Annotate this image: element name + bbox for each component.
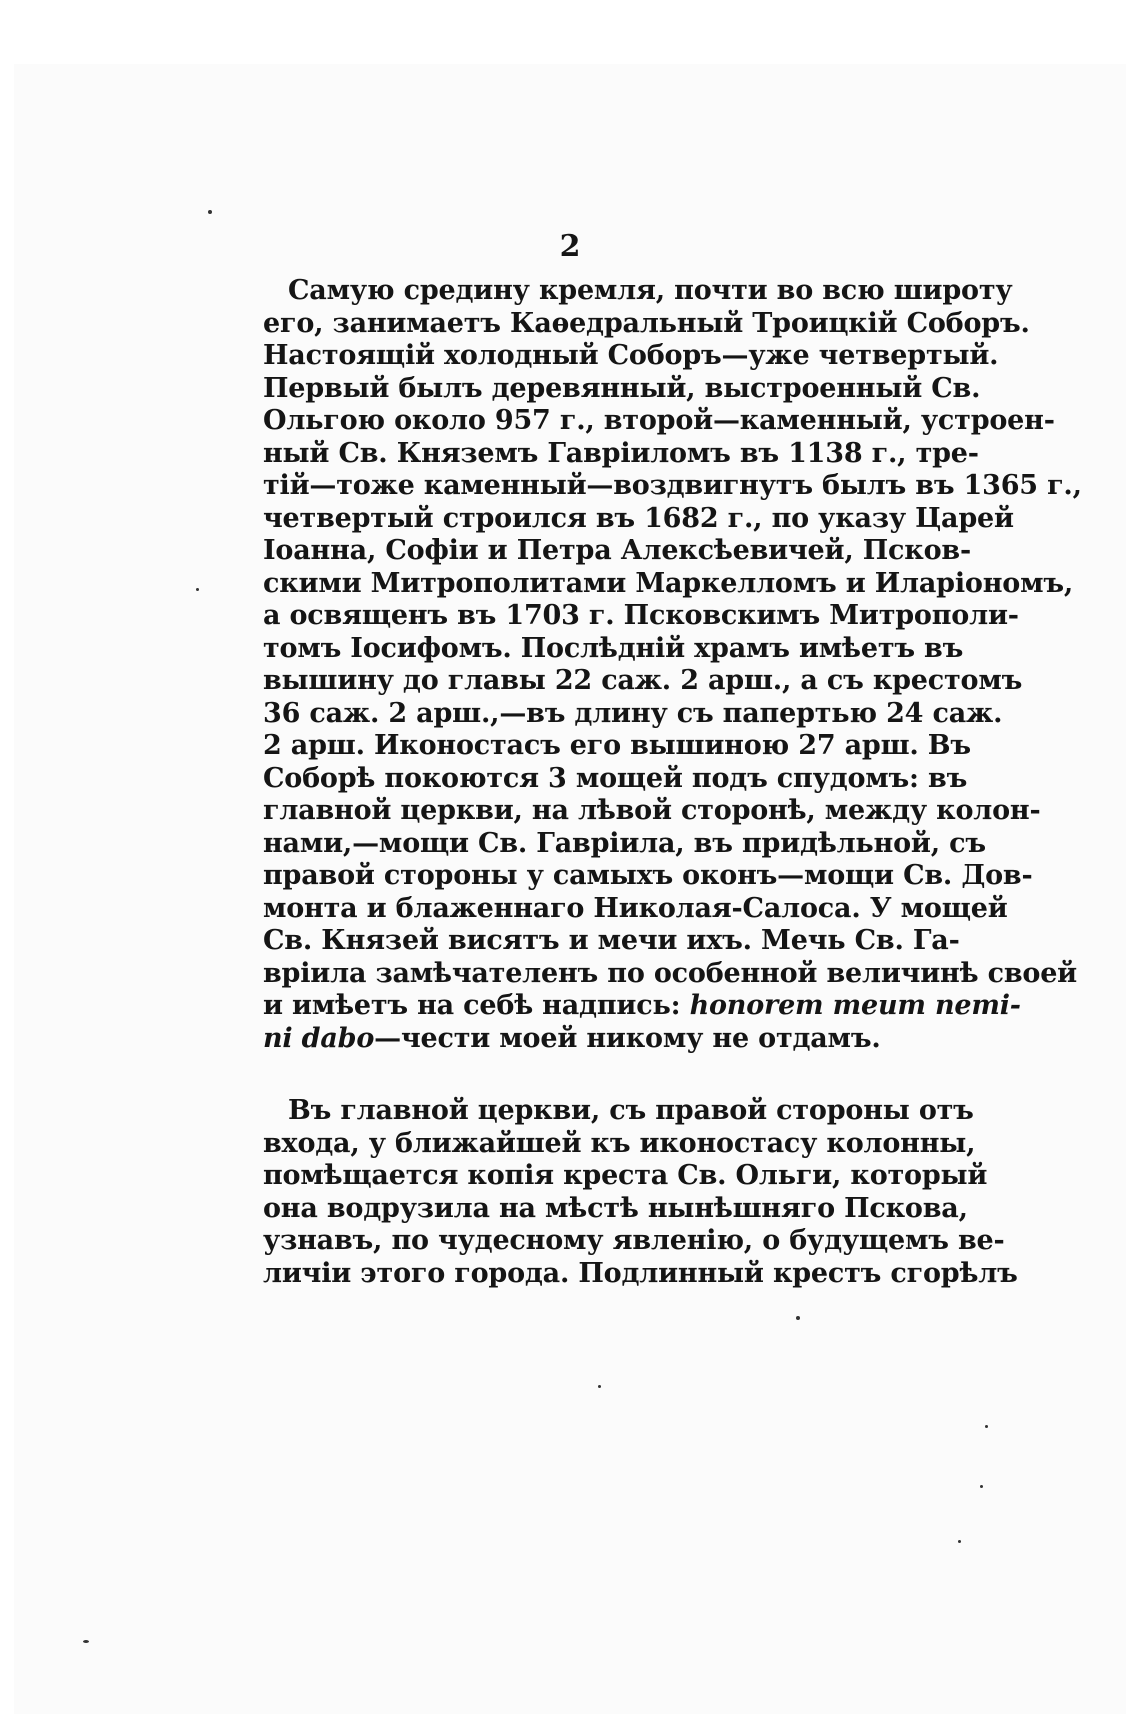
paragraph-1 xyxy=(263,275,1082,1055)
text-line: она водрузила на мѣстѣ нынѣшняго Пскова, xyxy=(263,1192,968,1224)
text-line: томъ Іосифомъ. Послѣдній храмъ имѣетъ въ xyxy=(263,632,964,664)
text-line: вышину до главы 22 саж. 2 арш., а съ крестомъ xyxy=(263,665,1023,696)
scan-speck xyxy=(958,1540,961,1543)
text-line: Ольгою около 957 г., второй—каменный, устроен- xyxy=(263,405,1055,436)
text-line: Іоанна, Софіи и Петра Алексѣевичей, Псков- xyxy=(263,535,971,566)
text-line: узнавъ, по чудесному явленію, о будущемъ ве- xyxy=(263,1225,1005,1256)
text-line: нами,—мощи Св. Гавріила, въ придѣльной, съ xyxy=(263,827,986,859)
text-line: 36 саж. 2 арш.,—въ длину съ папертью 24 саж. xyxy=(263,697,1003,729)
text-line: Первый былъ деревянный, выстроенный Св. xyxy=(263,372,981,404)
text-line: помѣщается копія креста Св. Ольги, который xyxy=(263,1160,988,1191)
text-line: ный Св. Княземъ Гавріиломъ въ 1138 г., тре- xyxy=(263,437,979,469)
text-line: личіи этого города. Подлинный крестъ сгорѣлъ xyxy=(263,1257,1018,1289)
text-segment: и имѣетъ на себѣ надпись: xyxy=(263,990,681,1021)
scan-speck xyxy=(980,1485,983,1488)
text-line: 2 арш. Иконостасъ его вышиною 27 арш. Въ xyxy=(263,730,971,761)
text-line: главной церкви, на лѣвой сторонѣ, между колон- xyxy=(263,795,1041,826)
text-line: монта и блаженнаго Николая-Салоса. У мощей xyxy=(263,892,1008,924)
text-line-mixed xyxy=(263,990,1021,1023)
text-line: четвертый строился въ 1682 г., по указу Царей xyxy=(263,502,1014,534)
text-line: тій—тоже каменный—воздвигнутъ былъ въ 1365 г., xyxy=(263,470,1082,501)
text-line: Соборѣ покоются 3 мощей подъ спудомъ: въ xyxy=(263,762,968,794)
scan-speck xyxy=(83,1640,89,1643)
text-line: а освященъ въ 1703 г. Псковскимъ Митрополи- xyxy=(263,600,1019,631)
text-line: Св. Князей висятъ и мечи ихъ. Мечь Св. Га- xyxy=(263,925,960,956)
text-line: вріила замѣчателенъ по особенной величинѣ своей xyxy=(263,957,1077,989)
scan-speck xyxy=(796,1316,800,1320)
text-line: входа, у ближайшей къ иконостасу колонны, xyxy=(263,1127,976,1159)
paragraph-2 xyxy=(263,1095,1018,1290)
text-line: Настоящій холодный Соборъ—уже четвертый. xyxy=(263,340,999,371)
latin-inscription-end: ni dabo xyxy=(263,1022,375,1054)
text-line: его, занимаетъ Каѳедральный Троицкій Соборъ. xyxy=(263,307,1030,339)
text-line: Самую средину кремля, почти во всю широту xyxy=(288,275,1013,306)
text-line: Въ главной церкви, съ правой стороны отъ xyxy=(288,1095,974,1126)
scan-speck xyxy=(196,588,199,591)
text-line: скими Митрополитами Маркелломъ и Иларіономъ, xyxy=(263,567,1074,599)
text-line-final xyxy=(263,1022,881,1056)
latin-inscription: honorem meum nemi- xyxy=(689,990,1021,1021)
scan-speck xyxy=(598,1385,601,1388)
text-line: правой стороны у самыхъ оконъ—мощи Св. Дов- xyxy=(263,860,1033,891)
page-number: 2 xyxy=(559,229,581,264)
text-segment: —чести моей никому не отдамъ. xyxy=(374,1022,881,1054)
scan-speck xyxy=(985,1425,988,1428)
scan-speck xyxy=(208,210,212,214)
